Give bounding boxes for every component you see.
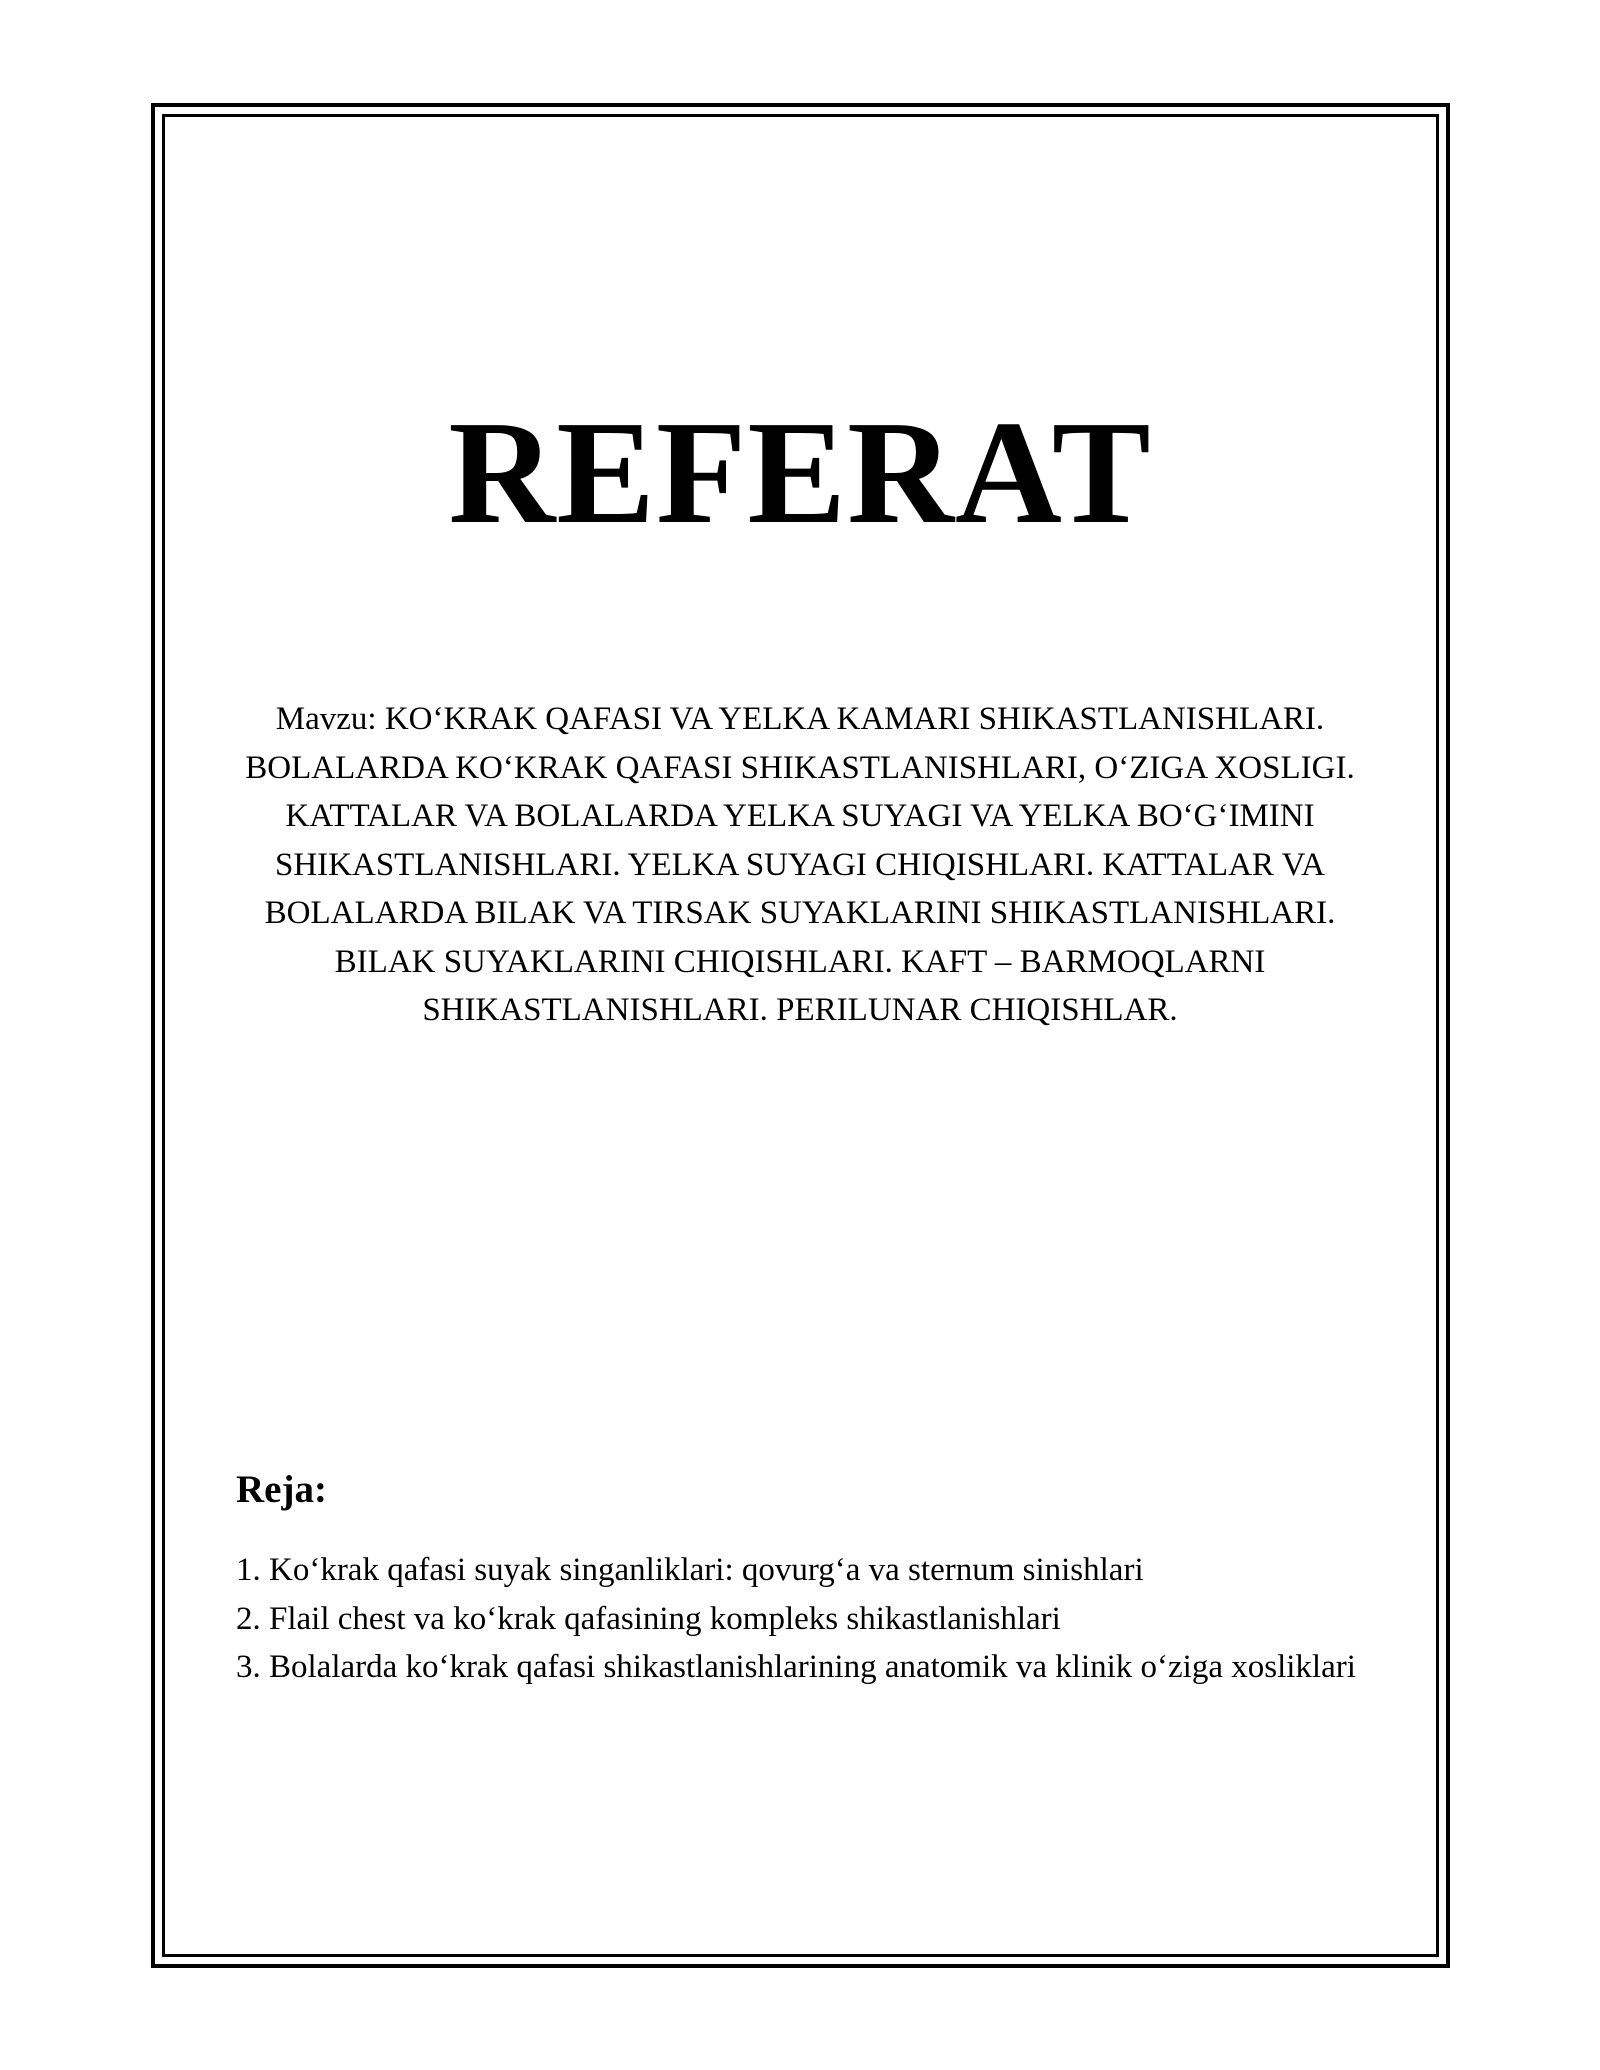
document-title: REFERAT	[448, 391, 1152, 555]
plan-list	[236, 1546, 1366, 1692]
plan-item: 2. Flail chest va koʻkrak qafasining kompleks shikastlanishlari	[236, 1600, 1061, 1637]
plan-item: 3. Bolalarda koʻkrak qafasi shikastlanishlarining anatomik va klinik oʻziga xosliklari	[236, 1649, 1356, 1685]
plan-heading: Reja:	[236, 1468, 327, 1511]
plan-item: 1. Koʻkrak qafasi suyak singanliklari: qovurgʻa va sternum sinishlari	[236, 1552, 1144, 1588]
document-topic: Mavzu: KOʻKRAK QAFASI VA YELKA KAMARI SHIKASTLANISHLARI. BOLALARDA KOʻKRAK QAFASI SHIKASTLANISHLARI, OʻZIGA XOSLIGI. KATTALAR VA BOLALARDA YELKA SUYAGI VA YELKA BOʻGʻIMINI SHIKASTLANISHLARI. YELKA SUYAGI CHIQISHLARI. KATTALAR VA BOLALARDA BILAK VA TIRSAK SUYAKLARINI SHIKASTLANISHLARI. BILAK SUYAKLARINI CHIQISHLARI. KAFT – BARMOQLARNI SHIKASTLANISHLARI. PERILUNAR CHIQISHLAR.	[245, 701, 1355, 1028]
